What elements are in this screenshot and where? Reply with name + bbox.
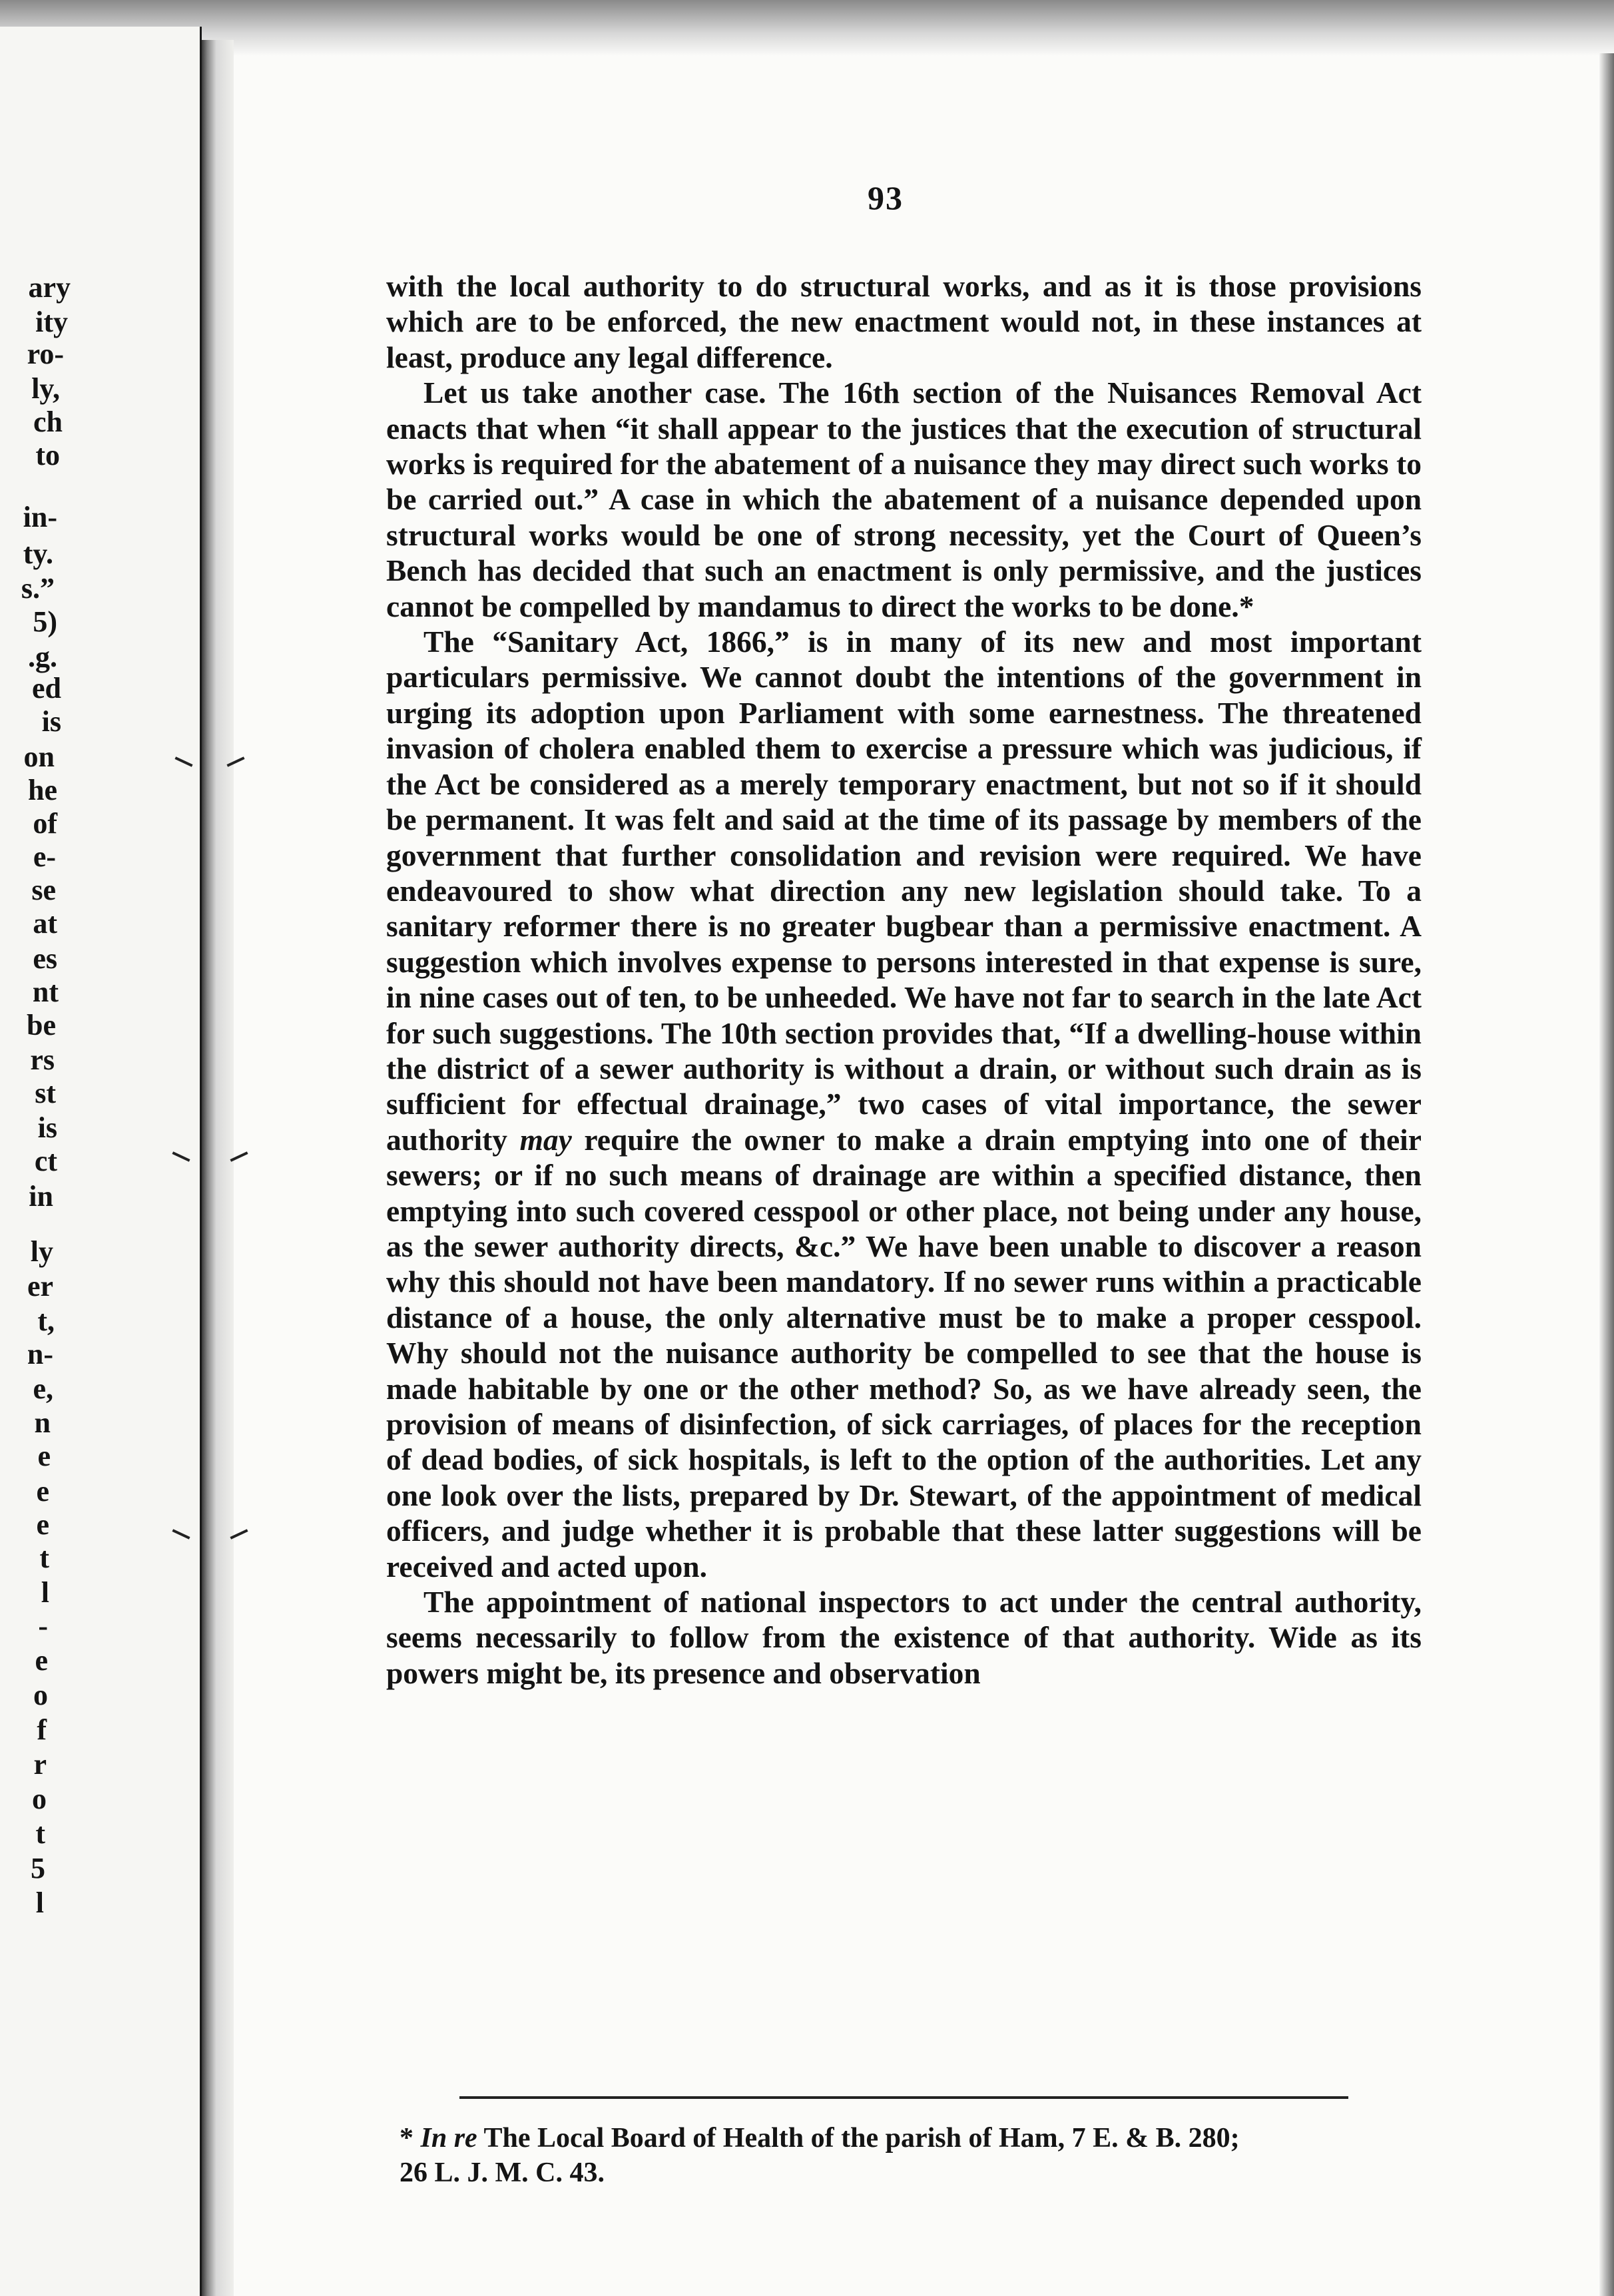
text-run: The appointment of national inspectors to act under the central authority, seems necessarily to follow from the existence of that authority. Wide as its powers might be, its presence and observation <box>386 1585 1422 1690</box>
facing-page-fragment: e <box>35 1644 48 1677</box>
facing-page-fragment: ct <box>34 1145 57 1177</box>
facing-page-fragment: 5) <box>33 605 57 638</box>
facing-page-fragment: e- <box>33 840 56 873</box>
facing-page-fragment: t, <box>37 1304 55 1337</box>
footnote <box>400 2121 1432 2190</box>
footnote-marker: * <box>400 2123 413 2153</box>
facing-page-fragment: es <box>33 942 57 975</box>
facing-page-fragment: n <box>34 1406 51 1439</box>
facing-page-fragment: l <box>35 1886 44 1919</box>
facing-page-fragment: .g. <box>28 641 57 673</box>
body-text <box>386 268 1422 1691</box>
page-number: 93 <box>868 179 904 216</box>
facing-page-fragment: o <box>32 1783 47 1815</box>
facing-page-fragment: l <box>41 1576 49 1609</box>
footnote-italic-lead: In re <box>420 2123 477 2153</box>
facing-page-fragment: ity <box>35 306 68 338</box>
facing-page-fragment: ed <box>32 672 61 705</box>
facing-page-fragment: t <box>35 1817 45 1850</box>
italic-text: may <box>519 1122 572 1157</box>
facing-page-fragment: ty. <box>23 537 53 570</box>
facing-page-fragment: nt <box>32 976 59 1008</box>
paragraph <box>386 1584 1422 1691</box>
footnote-citation-line2: 26 L. J. M. C. 43. <box>400 2157 605 2188</box>
footnote-rule <box>459 2096 1348 2099</box>
facing-page-fragment: is <box>41 705 61 738</box>
facing-page-fragment: at <box>33 907 57 940</box>
facing-page-fragment: f <box>37 1713 47 1746</box>
facing-page-fragment: in- <box>23 501 57 533</box>
facing-page-fragment: be <box>27 1009 56 1041</box>
facing-page-fragment: he <box>28 774 57 806</box>
text-run: with the local authority to do structural works, and as it is those provisions which are to be enforced, the new enactment would not, in these instances at least, produce any legal difference. <box>386 269 1422 374</box>
text-run: require the owner to make a drain emptying into one of their sewers; or if no such means of drainage are within a specified distance, then emptying into such covered cesspool or other place, not being under any house, as the sewer authority directs, &c.” We have been unable to discover a reason why this should not have been mandatory. If no sewer runs within a practicable distance of a house, the only alternative must be to make a proper cesspool. Why should not the nuisance authority be compelled to see that the house is made habitable by one or the other method? So, as we have already seen, the provision of means of disinfection, of sick carriages, of places for the reception of dead bodies, of sick hospitals, is left to the option of the authorities. Let any one look over the lists, prepared by Dr. Stewart, of the appointment of medical officers, and judge whether it is probable that these latter suggestions will be received and acted upon. <box>386 1122 1422 1583</box>
facing-page-fragment: e <box>36 1475 49 1508</box>
book-gutter <box>202 40 234 2296</box>
footnote-citation: The Local Board of Health of the parish of Ham, 7 E. & B. 280; <box>483 2123 1240 2153</box>
facing-page-fragment: rs <box>30 1043 55 1076</box>
facing-page-fragment: on <box>23 740 55 773</box>
facing-page-fragment: ch <box>33 406 63 438</box>
facing-page-fragment: - <box>38 1609 48 1642</box>
facing-page-fragment: e <box>37 1440 51 1472</box>
facing-page-fragment: n- <box>27 1338 53 1370</box>
page-edge-shadow <box>1599 53 1614 2296</box>
facing-page-fragment: to <box>35 439 60 471</box>
facing-page-fragment: of <box>33 807 57 840</box>
facing-page-fragment: r <box>33 1748 47 1781</box>
facing-page-fragment: ary <box>28 271 71 304</box>
facing-page-fragment: ly <box>30 1235 53 1268</box>
facing-page-fragment: st <box>35 1077 56 1109</box>
facing-page-fragment: ly, <box>31 372 60 405</box>
paragraph <box>386 624 1422 1584</box>
paragraph <box>386 375 1422 624</box>
facing-page-fragment: is <box>37 1111 57 1144</box>
facing-page-fragment: se <box>31 874 56 906</box>
facing-page-fragment: o <box>33 1679 48 1711</box>
facing-page-fragment: e <box>36 1508 49 1541</box>
text-run: The “Sanitary Act, 1866,” is in many of its new and most important particulars permissive. We cannot doubt the intentions of the government in urging its adoption upon Parliament with some earnestness. The threatened invasion of cholera enabled them to exercise a pressure which was judicious, if the Act be considered as a merely temporary enactment, but not so if it should be permanent. It was felt and said at the time of its passage by members of the government that further consolidation and revision were required. We have endeavoured to show what direction any new legislation should take. To a sanitary reformer there is no greater bugbear than a permissive enactment. A suggestion which involves expense to persons interested in that expense is sure, in nine cases out of ten, to be unheeded. We have not far to search in the late Act for such suggestions. The 10th section provides that, “If a dwelling-house within the district of a sewer authority is without a drain, or without such drain as is sufficient for effectual drainage,” two cases of vital importance, the sewer authority <box>386 625 1422 1157</box>
facing-page-text-fragments <box>0 0 80 2296</box>
scan-top-shadow <box>0 0 1614 56</box>
facing-page-fragment: er <box>27 1270 53 1302</box>
facing-page-fragment: ro- <box>27 338 64 370</box>
facing-page-fragment: in <box>29 1180 53 1213</box>
facing-page-fragment: t <box>39 1542 49 1574</box>
facing-page-fragment: e, <box>33 1372 53 1405</box>
facing-page-fragment: 5 <box>31 1852 45 1884</box>
text-run: Let us take another case. The 16th section of the Nuisances Removal Act enacts that when “it shall appear to the justices that the execution of structural works is required for the abatement of a nuisance they may direct such works to be carried out.” A case in which the abatement of a nuisance depended upon structural works would be one of strong necessity, yet the Court of Queen’s Bench has decided that such an enactment is only permissive, and the justices cannot be compelled by mandamus to direct the works to be done.* <box>386 376 1422 623</box>
facing-page-fragment: s.” <box>21 572 55 605</box>
paragraph <box>386 268 1422 375</box>
